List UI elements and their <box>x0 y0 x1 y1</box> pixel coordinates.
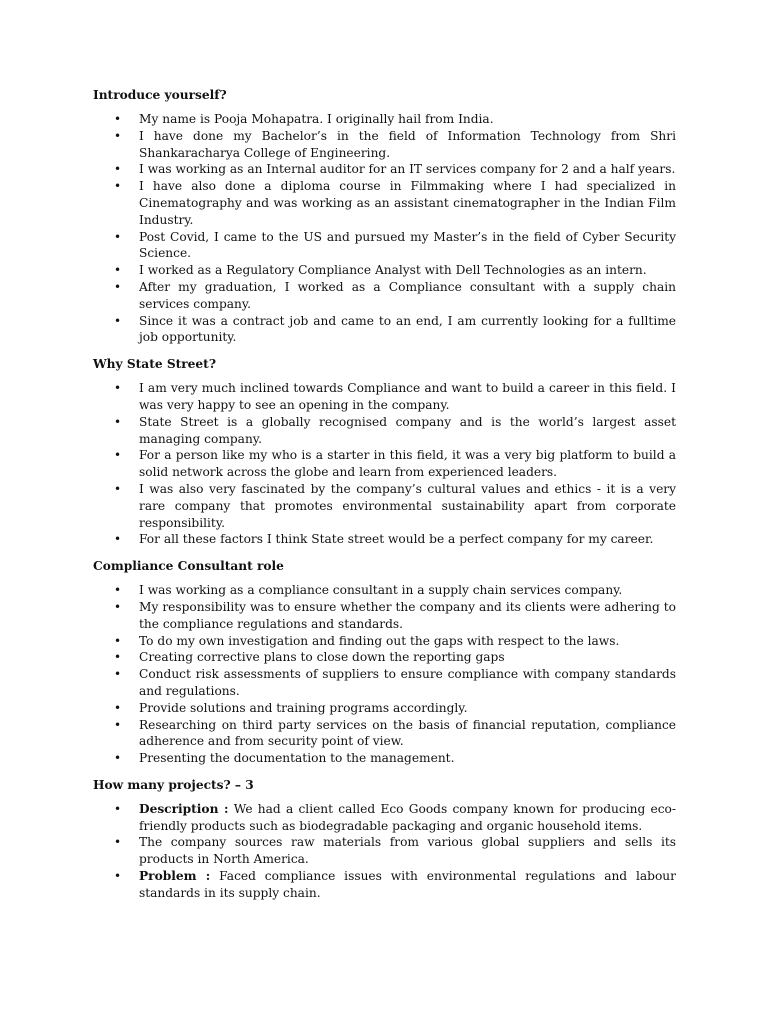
bullet-icon: • <box>114 229 122 244</box>
document-body <box>93 84 676 912</box>
list-item <box>93 700 676 717</box>
item-text: Researching on third party services on the basis of financial reputation, compliance adherence and from security point of view. <box>139 717 676 749</box>
section-heading: How many projects? – 3 <box>93 777 254 792</box>
bullet-icon: • <box>114 599 122 614</box>
item-lead: Description : <box>139 801 229 816</box>
bullet-icon: • <box>114 667 122 682</box>
item-text: I have done my Bachelor’s in the field of Information Technology from Shri Shankaracharya College of Engineering. <box>139 128 676 160</box>
bullet-icon: • <box>114 583 122 598</box>
list-item <box>93 666 676 700</box>
list-item <box>93 414 676 448</box>
item-text: We had a client called Eco Goods company known for producing eco-friendly products such as biodegradable packaging and organic household items. <box>139 801 676 833</box>
list-item <box>93 868 676 902</box>
bullet-icon: • <box>114 717 122 732</box>
item-text: Presenting the documentation to the management. <box>139 751 455 766</box>
item-text: I was also very fascinated by the company’s cultural values and ethics - it is a very rare company that promotes environmental sustainability apart from corporate responsibility. <box>139 481 676 530</box>
section-heading: Why State Street? <box>93 357 216 372</box>
list-item <box>93 128 676 162</box>
item-text: State Street is a globally recognised company and is the world’s largest asset managing company. <box>139 414 676 446</box>
bullet-list <box>93 801 676 902</box>
bullet-icon: • <box>114 179 122 194</box>
list-item <box>93 481 676 531</box>
bullet-icon: • <box>114 801 122 816</box>
section-how-many-projects <box>93 777 676 902</box>
list-item <box>93 262 676 279</box>
list-item <box>93 279 676 313</box>
item-text: Creating corrective plans to close down the reporting gaps <box>139 650 505 665</box>
section-why-state-street <box>93 356 676 548</box>
item-text: I worked as a Regulatory Compliance Analyst with Dell Technologies as an intern. <box>139 263 647 278</box>
bullet-icon: • <box>114 112 122 126</box>
bullet-list <box>93 582 676 767</box>
bullet-icon: • <box>114 448 122 463</box>
item-text: My name is Pooja Mohapatra. I originally hail from India. <box>139 112 494 126</box>
list-item <box>93 834 676 868</box>
section-compliance-consultant-role <box>93 558 676 767</box>
item-text: My responsibility was to ensure whether the company and its clients were adhering to the compliance regulations and standards. <box>139 599 676 631</box>
list-item <box>93 161 676 178</box>
item-text: Since it was a contract job and came to an end, I am currently looking for a fulltime job opportunity. <box>139 313 676 345</box>
item-text: Faced compliance issues with environmental regulations and labour standards in its supply chain. <box>139 869 676 900</box>
list-item <box>93 599 676 633</box>
bullet-icon: • <box>114 481 122 496</box>
list-item <box>93 111 676 128</box>
list-item <box>93 178 676 228</box>
list-item <box>93 801 676 835</box>
item-text: I am very much inclined towards Compliance and want to build a career in this field. I was very happy to see an opening in the company. <box>139 381 676 412</box>
item-text: I have also done a diploma course in Filmmaking where I had specialized in Cinematography and was working as an assistant cinematographer in the Indian Film Industry. <box>139 179 676 227</box>
bullet-list <box>93 380 676 548</box>
item-text: Conduct risk assessments of suppliers to ensure compliance with company standards and regulations. <box>139 667 676 698</box>
bullet-icon: • <box>114 532 122 547</box>
item-lead: Problem : <box>139 869 211 884</box>
item-text: After my graduation, I worked as a Compliance consultant with a supply chain services company. <box>139 279 676 311</box>
item-text: I was working as an Internal auditor for an IT services company for 2 and a half years. <box>139 162 676 177</box>
list-item <box>93 447 676 481</box>
list-item <box>93 633 676 650</box>
bullet-list <box>93 111 676 346</box>
bullet-icon: • <box>114 279 122 294</box>
bullet-icon: • <box>114 751 122 766</box>
bullet-icon: • <box>114 313 122 328</box>
bullet-icon: • <box>114 263 122 278</box>
bullet-icon: • <box>114 162 122 177</box>
bullet-icon: • <box>114 869 122 884</box>
list-item <box>93 229 676 263</box>
list-item <box>93 380 676 414</box>
bullet-icon: • <box>114 835 122 850</box>
item-text: For all these factors I think State street would be a perfect company for my career. <box>139 532 654 547</box>
list-item <box>93 582 676 599</box>
bullet-icon: • <box>114 650 122 665</box>
item-text: The company sources raw materials from various global suppliers and sells its products in North America. <box>139 835 676 867</box>
item-text: Post Covid, I came to the US and pursued my Master’s in the field of Cyber Security Science. <box>139 229 676 261</box>
bullet-icon: • <box>114 128 122 143</box>
item-text: I was working as a compliance consultant in a supply chain services company. <box>139 583 623 598</box>
section-heading: Introduce yourself? <box>93 88 227 102</box>
list-item <box>93 649 676 666</box>
section-introduce-yourself <box>93 87 676 346</box>
list-item <box>93 531 676 548</box>
bullet-icon: • <box>114 414 122 429</box>
item-text: Provide solutions and training programs accordingly. <box>139 700 468 715</box>
item-text: For a person like my who is a starter in this field, it was a very big platform to build a solid network across the globe and learn from experienced leaders. <box>139 448 676 480</box>
bullet-icon: • <box>114 700 122 715</box>
list-item <box>93 750 676 767</box>
bullet-icon: • <box>114 381 122 396</box>
bullet-icon: • <box>114 633 122 648</box>
item-text: To do my own investigation and finding out the gaps with respect to the laws. <box>139 633 620 648</box>
section-heading: Compliance Consultant role <box>93 559 284 574</box>
list-item <box>93 717 676 751</box>
list-item <box>93 313 676 347</box>
